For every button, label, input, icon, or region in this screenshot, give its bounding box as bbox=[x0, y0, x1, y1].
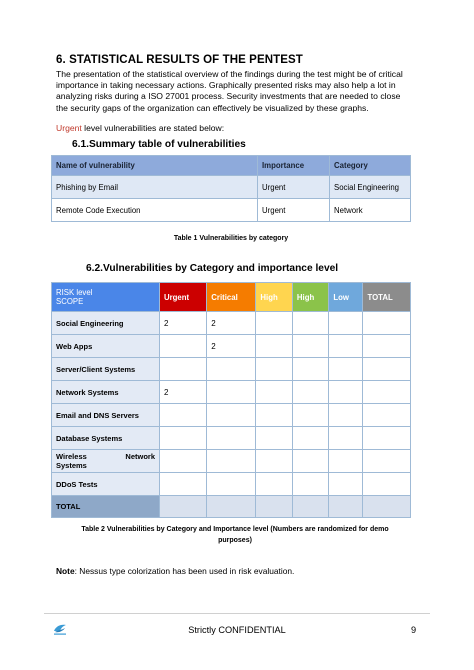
level-header-urgent: Urgent bbox=[160, 283, 207, 312]
value-cell bbox=[207, 427, 256, 450]
table-row bbox=[52, 473, 411, 496]
value-cell bbox=[292, 450, 328, 473]
scope-cell: Server/Client Systems bbox=[52, 358, 160, 381]
value-cell bbox=[329, 312, 363, 335]
value-cell bbox=[292, 381, 328, 404]
value-cell: 2 bbox=[207, 335, 256, 358]
scope-word: Wireless bbox=[56, 452, 87, 461]
category-table bbox=[51, 282, 411, 518]
value-cell bbox=[363, 335, 411, 358]
value-cell bbox=[363, 427, 411, 450]
value-cell bbox=[292, 427, 328, 450]
scope-cell-top bbox=[56, 452, 155, 461]
value-cell bbox=[329, 450, 363, 473]
total-value-cell bbox=[292, 496, 328, 518]
value-cell bbox=[256, 473, 292, 496]
summary-heading: 6.1.Summary table of vulnerabilities bbox=[72, 139, 246, 150]
header-cell: Category bbox=[330, 156, 411, 176]
urgent-statement-rest: level vulnerabilities are stated below: bbox=[81, 123, 225, 133]
total-row bbox=[52, 496, 411, 518]
value-cell bbox=[207, 358, 256, 381]
table-row bbox=[52, 450, 411, 473]
value-cell bbox=[329, 358, 363, 381]
total-label-cell: TOTAL bbox=[52, 496, 160, 518]
table-cell: Urgent bbox=[258, 176, 330, 199]
total-value-cell bbox=[329, 496, 363, 518]
value-cell bbox=[256, 450, 292, 473]
footer-confidential: Strictly CONFIDENTIAL bbox=[188, 625, 286, 635]
value-cell bbox=[363, 473, 411, 496]
scope-cell bbox=[52, 450, 160, 473]
value-cell: 2 bbox=[160, 312, 207, 335]
value-cell bbox=[363, 450, 411, 473]
summary-table bbox=[51, 155, 411, 222]
table-row bbox=[52, 404, 411, 427]
level-header-low: Low bbox=[329, 283, 363, 312]
scope-cell: Social Engineering bbox=[52, 312, 160, 335]
value-cell bbox=[160, 335, 207, 358]
value-cell bbox=[256, 358, 292, 381]
level-header-high: High bbox=[292, 283, 328, 312]
table-cell: Urgent bbox=[258, 199, 330, 222]
caption-line: purposes) bbox=[218, 537, 252, 544]
scope-word: Systems bbox=[56, 461, 87, 470]
value-cell bbox=[256, 427, 292, 450]
value-cell bbox=[329, 335, 363, 358]
value-cell bbox=[256, 381, 292, 404]
table-2-caption bbox=[60, 524, 410, 546]
intro-line: importance in taking necessary actions. Graphically presented risks may also help a lot in bbox=[56, 80, 396, 91]
level-header-high: High bbox=[256, 283, 292, 312]
scope-word: Network bbox=[125, 452, 155, 461]
value-cell bbox=[363, 358, 411, 381]
value-cell bbox=[292, 312, 328, 335]
table-row bbox=[52, 335, 411, 358]
value-cell bbox=[160, 473, 207, 496]
intro-line: the security gaps of the organization can effectively be visualized by these graphs. bbox=[56, 102, 369, 113]
table-row bbox=[52, 358, 411, 381]
table-row bbox=[52, 312, 411, 335]
value-cell bbox=[292, 335, 328, 358]
intro-line: analyzing risks during a ISO 27001 process. Security investments that are needed to close bbox=[56, 91, 401, 102]
note-label: Note bbox=[56, 566, 75, 576]
urgent-word: Urgent bbox=[56, 123, 82, 133]
intro-line: The presentation of the statistical overview of the findings during the test might be of critical bbox=[56, 69, 403, 79]
risk-level-label: RISK level bbox=[56, 288, 93, 297]
level-header-critical: Critical bbox=[207, 283, 256, 312]
intro-paragraph bbox=[56, 69, 426, 114]
table-row bbox=[52, 176, 411, 199]
scope-cell: DDoS Tests bbox=[52, 473, 160, 496]
value-cell bbox=[256, 335, 292, 358]
total-value-cell bbox=[363, 496, 411, 518]
value-cell bbox=[160, 427, 207, 450]
value-cell bbox=[207, 381, 256, 404]
corner-header-cell bbox=[52, 283, 160, 312]
value-cell bbox=[363, 312, 411, 335]
scope-cell: Database Systems bbox=[52, 427, 160, 450]
footer-divider bbox=[44, 613, 430, 614]
value-cell: 2 bbox=[207, 312, 256, 335]
note bbox=[56, 566, 294, 576]
level-header-total: TOTAL bbox=[363, 283, 411, 312]
value-cell: 2 bbox=[160, 381, 207, 404]
table-1-caption: Table 1 Vulnerabilities by category bbox=[173, 235, 289, 242]
scope-cell: Network Systems bbox=[52, 381, 160, 404]
table-row bbox=[52, 199, 411, 222]
urgent-statement bbox=[56, 123, 224, 133]
total-value-cell bbox=[207, 496, 256, 518]
value-cell bbox=[160, 404, 207, 427]
value-cell bbox=[329, 381, 363, 404]
header-cell: Name of vulnerability bbox=[52, 156, 258, 176]
section-title: 6. STATISTICAL RESULTS OF THE PENTEST bbox=[56, 54, 303, 66]
value-cell bbox=[256, 404, 292, 427]
value-cell bbox=[329, 473, 363, 496]
value-cell bbox=[329, 404, 363, 427]
table-cell: Network bbox=[330, 199, 411, 222]
value-cell bbox=[292, 358, 328, 381]
table-header-row bbox=[52, 156, 411, 176]
table-header-row bbox=[52, 283, 411, 312]
value-cell bbox=[363, 381, 411, 404]
header-cell: Importance bbox=[258, 156, 330, 176]
table-cell: Remote Code Execution bbox=[52, 199, 258, 222]
value-cell bbox=[207, 473, 256, 496]
value-cell bbox=[207, 404, 256, 427]
table-cell: Phishing by Email bbox=[52, 176, 258, 199]
value-cell bbox=[160, 450, 207, 473]
value-cell bbox=[329, 427, 363, 450]
value-cell bbox=[292, 473, 328, 496]
table-row bbox=[52, 427, 411, 450]
category-heading: 6.2.Vulnerabilities by Category and importance level bbox=[86, 263, 339, 274]
value-cell bbox=[363, 404, 411, 427]
value-cell bbox=[292, 404, 328, 427]
total-value-cell bbox=[256, 496, 292, 518]
scope-cell: Web Apps bbox=[52, 335, 160, 358]
value-cell bbox=[160, 358, 207, 381]
total-value-cell bbox=[160, 496, 207, 518]
table-cell: Social Engineering bbox=[330, 176, 411, 199]
value-cell bbox=[207, 450, 256, 473]
note-text: : Nessus type colorization has been used in risk evaluation. bbox=[74, 566, 295, 576]
table-row bbox=[52, 381, 411, 404]
caption-line: Table 2 Vulnerabilities by Category and Importance level (Numbers are randomized for demo bbox=[81, 526, 389, 533]
value-cell bbox=[256, 312, 292, 335]
page-number: 9 bbox=[411, 625, 417, 635]
scope-cell: Email and DNS Servers bbox=[52, 404, 160, 427]
scope-label: SCOPE bbox=[56, 297, 84, 306]
